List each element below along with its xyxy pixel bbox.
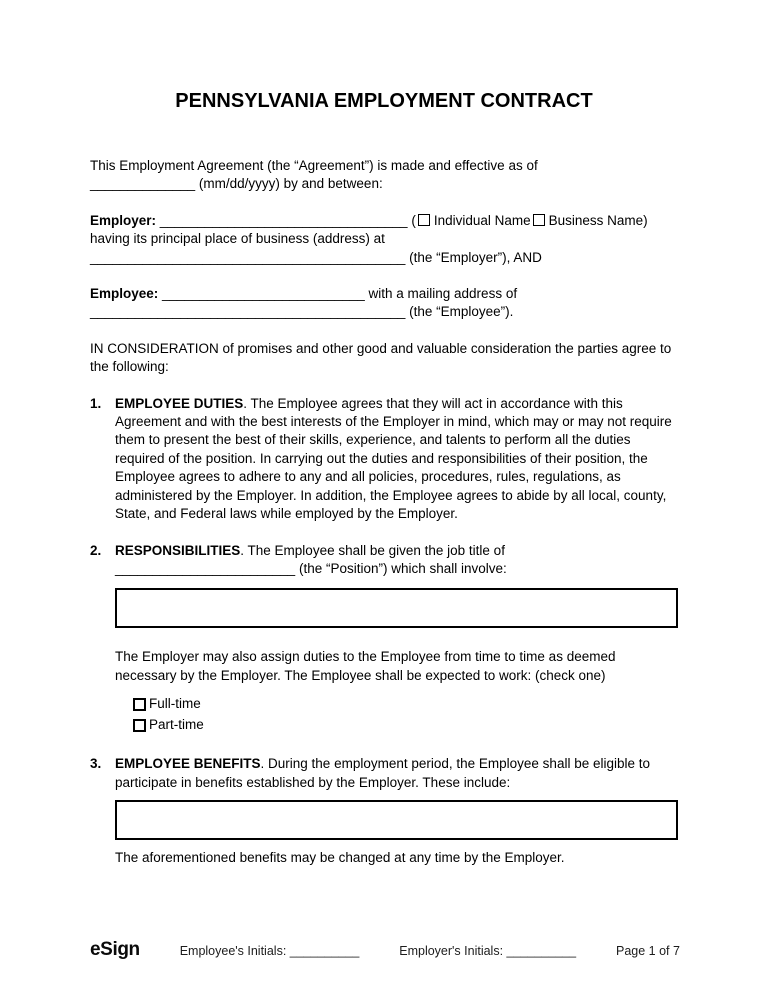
section-number: 3. — [90, 756, 102, 772]
employee-label: Employee: — [90, 286, 159, 302]
section-heading: RESPONSIBILITIES — [115, 542, 241, 558]
employer-label: Employer: — [90, 212, 157, 228]
date-blank[interactable]: ______________ — [90, 176, 196, 192]
benefits-note: The aforementioned benefits may be changed at any time by the Employer. — [115, 849, 565, 865]
section-employee-duties — [90, 395, 678, 524]
section-text: . The Employee agrees that they will act in accordance with this Agreement and with the best interests of the Employer in mind, which may or may not require them to present the best of their skills, experience, and talents to perform all the duties required of the position. In carrying out the duties and responsibilities of their position, the Employee agrees to adhere to any and all policies, procedures, rules, regulations, as administered by the Employer. In addition, the Employee agrees to abide by all local, county, State, and Federal laws while employed by the Employer. — [115, 395, 672, 522]
employer-initials-blank[interactable]: __________ — [503, 944, 577, 958]
assign-duties-text: The Employer may also assign duties to the Employee from time to time as deemed necessary by the Employer. The Employee shall be expected to work: (check one) — [115, 649, 616, 683]
full-time-label: Full-time — [149, 696, 201, 712]
individual-name-label: Individual Name — [433, 212, 531, 228]
full-time-checkbox[interactable] — [133, 698, 146, 711]
employee-initials-field — [180, 942, 360, 960]
employee-name-blank[interactable]: ___________________________ — [158, 286, 365, 302]
section-heading: EMPLOYEE DUTIES — [115, 395, 244, 411]
section-body — [115, 395, 678, 524]
employer-address-intro: having its principal place of business (address) at — [90, 231, 385, 247]
consideration-paragraph: IN CONSIDERATION of promises and other good and valuable consideration the parties agree to the following: — [90, 340, 672, 375]
business-name-label: Business Name) — [548, 212, 648, 228]
page-footer — [90, 941, 680, 960]
business-name-checkbox[interactable] — [533, 214, 545, 226]
intro-text: This Employment Agreement (the “Agreement”) is made and effective as of — [90, 158, 538, 173]
page-number: Page 1 of 7 — [616, 944, 680, 958]
full-time-option[interactable] — [133, 695, 678, 713]
section-text: . The Employee shall be given the job title of — [240, 542, 505, 558]
employer-address-blank[interactable]: __________________________________________ — [90, 249, 406, 265]
employee-paragraph — [90, 285, 678, 322]
position-blank[interactable]: ________________________ — [115, 560, 296, 576]
section-heading: EMPLOYEE BENEFITS — [115, 756, 261, 772]
intro-paragraph — [90, 157, 678, 194]
section-text-tail: (the “Position”) which shall involve: — [295, 560, 507, 576]
individual-name-checkbox[interactable] — [418, 214, 430, 226]
employee-address-suffix: (the “Employee”). — [405, 304, 514, 320]
section-body — [115, 542, 678, 738]
benefits-text — [115, 755, 678, 792]
employer-initials-label: Employer's Initials: — [399, 944, 504, 958]
section-body — [115, 755, 678, 867]
intro-text-rest: (mm/dd/yyyy) by and between: — [195, 176, 383, 192]
employee-address-blank[interactable]: __________________________________________ — [90, 304, 406, 320]
position-duties-textbox[interactable] — [115, 588, 678, 628]
section-number: 2. — [90, 542, 102, 558]
section-responsibilities — [90, 542, 678, 738]
section-employee-benefits — [90, 755, 678, 867]
employee-suffix: with a mailing address of — [364, 286, 518, 302]
employer-name-blank[interactable]: _________________________________ — [156, 212, 408, 228]
employer-paragraph — [90, 212, 678, 267]
part-time-option[interactable] — [133, 716, 678, 734]
benefits-textbox[interactable] — [115, 800, 678, 840]
part-time-checkbox[interactable] — [133, 719, 146, 732]
section-text: . During the employment period, the Employee shall be eligible to participate in benefits established by the Employer. These include: — [115, 756, 651, 790]
employer-suffix: (the “Employer”), AND — [405, 249, 542, 265]
work-schedule-options — [133, 695, 678, 734]
employee-initials-label: Employee's Initials: — [179, 944, 287, 958]
open-paren: ( — [407, 212, 416, 228]
employer-initials-field — [399, 942, 576, 960]
section-number: 1. — [90, 395, 102, 411]
employee-initials-blank[interactable]: __________ — [286, 944, 360, 958]
responsibilities-text — [115, 542, 678, 579]
page-title: PENNSYLVANIA EMPLOYMENT CONTRACT — [175, 90, 593, 112]
esign-logo: eSign — [90, 939, 140, 960]
part-time-label: Part-time — [149, 717, 204, 733]
